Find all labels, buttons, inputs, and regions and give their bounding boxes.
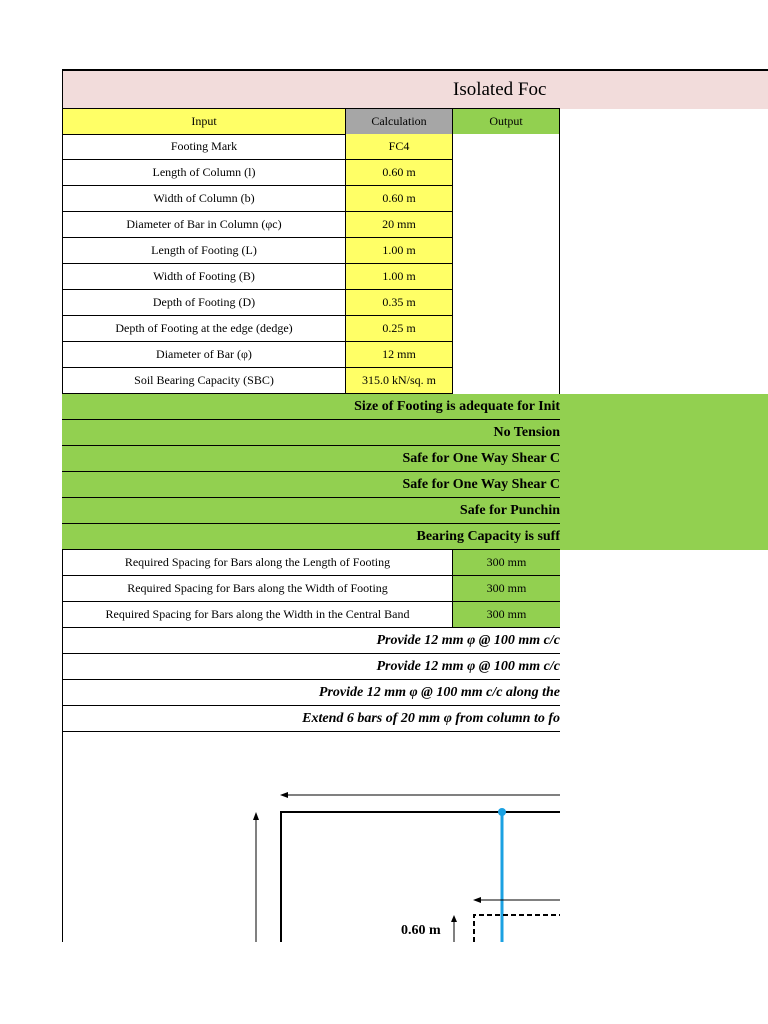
spacing-label: Required Spacing for Bars along the Width of Footing [63,576,452,602]
header-output: Output [452,109,560,134]
input-label: Length of Column (l) [63,160,345,186]
arrowhead-up-icon [253,812,259,820]
input-value[interactable]: 1.00 m [345,238,452,264]
input-value[interactable]: 0.35 m [345,290,452,316]
check-banner: Safe for Punchin [62,498,560,524]
provision-note: Extend 6 bars of 20 mm φ from column to fo [62,706,560,732]
input-value[interactable]: 0.60 m [345,160,452,186]
input-value[interactable]: FC4 [345,134,452,160]
input-label: Footing Mark [63,134,345,160]
spacing-label: Required Spacing for Bars along the Width in the Central Band [63,602,452,628]
input-value[interactable]: 315.0 kN/sq. m [345,368,452,394]
spacing-value: 300 mm [452,602,560,628]
input-value[interactable]: 1.00 m [345,264,452,290]
sheet-title-text: Isolated Foc [453,79,547,100]
output-column [452,134,560,394]
header-input: Input [63,109,345,134]
input-label: Depth of Footing (D) [63,290,345,316]
check-banner: Safe for One Way Shear C [62,472,560,498]
footing-drawing [62,733,560,942]
input-label: Diameter of Bar (φ) [63,342,345,368]
column-outline-dashed [474,915,560,942]
input-label: Depth of Footing at the edge (dedge) [63,316,345,342]
provision-note: Provide 12 mm φ @ 100 mm c/c along the [62,680,560,706]
spacing-label: Required Spacing for Bars along the Length of Footing [63,550,452,576]
check-banner: Bearing Capacity is suff [62,524,560,550]
input-value[interactable]: 0.25 m [345,316,452,342]
provision-note: Provide 12 mm φ @ 100 mm c/c [62,628,560,654]
input-label: Diameter of Bar in Column (φc) [63,212,345,238]
arrowhead-left-icon [280,792,288,798]
input-value[interactable]: 0.60 m [345,186,452,212]
header-calculation: Calculation [345,109,452,134]
input-label: Length of Footing (L) [63,238,345,264]
rebar-node [498,808,506,816]
arrowhead-up-small-icon [451,915,457,922]
input-label: Width of Column (b) [63,186,345,212]
provision-note: Provide 12 mm φ @ 100 mm c/c [62,654,560,680]
input-label: Soil Bearing Capacity (SBC) [63,368,345,394]
input-value[interactable]: 12 mm [345,342,452,368]
spacing-value: 300 mm [452,550,560,576]
arrowhead-left-small-icon [473,897,481,903]
spacing-value: 300 mm [452,576,560,602]
dimension-label: 0.60 m [401,923,441,938]
check-banner: Safe for One Way Shear C [62,446,560,472]
sheet-title [62,69,768,109]
check-banner: No Tension [62,420,560,446]
input-value[interactable]: 20 mm [345,212,452,238]
check-banner: Size of Footing is adequate for Init [62,394,560,420]
input-label: Width of Footing (B) [63,264,345,290]
